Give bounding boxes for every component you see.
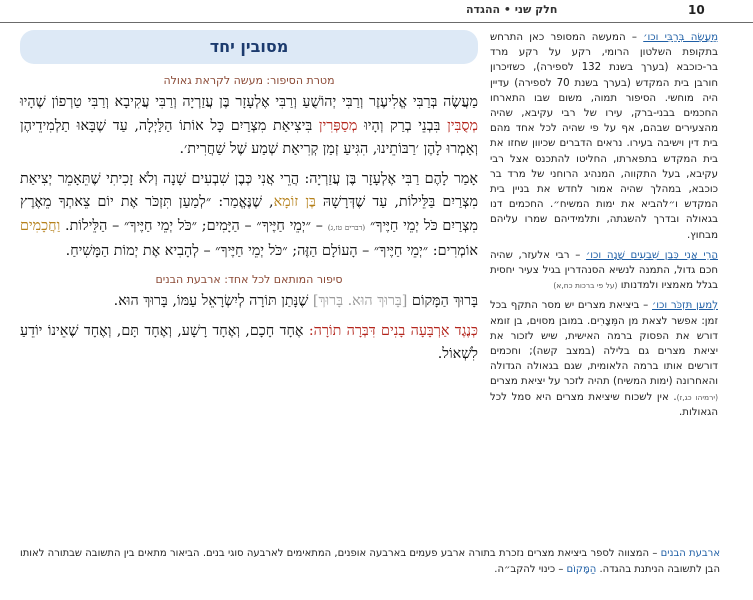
footer-text: – כינוי להקב״ה. [494, 564, 567, 575]
note-heading: הֲרֵי אֲנִי כְּבֶן שִׁבְעִים שָׁנָה וכו׳ [586, 249, 719, 261]
highlight-mesubin: מְסֻבִּין [447, 117, 478, 134]
commentary-note [490, 30, 718, 243]
text-span: אֶחָד חָכָם, וְאֶחָד רָשָׁע, וְאֶחָד תָּם, וְאֶחָד שֶׁאֵינוֹ יוֹדֵעַ לִשְׁאוֹל. [20, 322, 478, 363]
text-span: אָמַר לָהֶם רַבִּי אֶלְעָזָר בֶּן עֲזַרְיָה: הֲרֵי אֲנִי כְּבֶן שִׁבְעִים שָׁנָה וְלֹא זָכִיתִי שֶׁתֵּאָמֵר יְצִיאַת מִצְרַיִם בַּלֵּילוֹת, עַד שֶׁדְּרָשָׁהּ [20, 170, 479, 211]
text-span: – ״יְמֵי חַיֶּיךָ״ – הַיָּמִים; ״כֹּל יְמֵי חַיֶּיךָ״ – הַלֵּילוֹת. [60, 217, 328, 234]
note-text: . אין לשכוח שיציאת מצרים היא סמל לכל הגאולות. [490, 391, 718, 418]
paragraph-baruch-hamakom [20, 290, 478, 314]
note-citation: (על פי ברכות כח,א) [553, 281, 618, 291]
note-heading: לְמַעַן תִּזְכֹּר וכו׳ [652, 300, 718, 312]
text-span: בִּבְנֵי בְרַק וְהָיוּ [357, 117, 448, 134]
text-span: מַעֲשֶׂה בְּרַבִּי אֱלִיעֶזֶר וְרַבִּי יְהוֹשֻׁעַ וְרַבִּי אֶלְעָזָר בֶּן עֲזַרְיָה וְרַבִּי עֲקִיבָא וְרַבִּי טַרְפוֹן שֶׁהָיוּ [20, 94, 478, 110]
highlight-mesaprin: מְסַפְּרִין [318, 117, 358, 134]
paragraph-bnei-brak-story [20, 91, 478, 162]
commentary-sidebar [490, 30, 718, 425]
text-span: , שֶׁנֶּאֱמַר: ״לְמַעַן תִּזְכֹּר אֶת יוֹם צֵאתְךָ מֵאֶרֶץ מִצְרַיִם כֹּל יְמֵי חַיֶּיךָ״ [20, 194, 478, 234]
page-number: 10 [688, 3, 705, 17]
note-citation: (ירמיהו כג,ז) [676, 392, 718, 402]
highlight-chachamim: וַחֲכָמִים [20, 217, 61, 234]
note-text: – המעשה המסופר כאן התרחש בתקופת השלטון הרומי, רקע על רקע מרד בר-כוכבא (בערך בשנת 132 לספירה), כשזיכרון חורבן בית המקדש (בערך בשנת 70 לספירה) עדיין היה מוחשי. הסיפור תמוה, משום שבו התארחו החכמים בבני-ברק, עירו של רבי עקיבא, שהיה מהצעירים שבהם, אף על פי שהיה לכל אחד מהם בית דין וישיבה בעירו. נראים הדברים שכיוון שחזו את בית המקדש בתפארתו, החליטו להתכנס אצל רבי עקיבא, בעל התקווה, המנהיג הרוחני של מרד בר כוכבא, במהלך שהיה אמור לחדש את בניין בית המקדש ו״להביא את ימות המשיח״. החכמים דנו בגאולה ובדרך להשגתה, ותלמידיהם שמרו עליהם מבחוץ. [490, 32, 718, 241]
note-text: – רבי אלעזר, שהיה חכם גדול, התמנה לנשיא הסנהדרין בגיל צעיר יחסית בגלל מאמציו ולמדנותו [490, 249, 718, 292]
note-heading: מַעֲשֶׂה בְּרַבִּי וכו׳ [643, 32, 718, 43]
text-span: בָּרוּךְ הַמָּקוֹם [407, 293, 478, 310]
highlight-four-sons: כְּנֶגֶד אַרְבָּעָה בָנִים דִּבְּרָה תוֹרָה: [308, 322, 478, 339]
commentary-note [490, 248, 718, 294]
text-span: בִּיצִיאַת מִצְרַיִם כָּל אוֹתוֹ הַלַּיְלָה, עַד שֶׁבָּאוּ תַלְמִידֵיהֶן וְאָמְרוּ לָהֶן ׳רַבּוֹתֵינוּ, הִגִּיעַ זְמַן קְרִיאַת שְׁמַע שֶׁל שַׁחֲרִית׳. [20, 117, 478, 158]
section-subtitle-four-sons: סיפור המותאם לכל אחד: ארבעת הבנים [155, 273, 343, 287]
note-text: – ביציאת מצרים יש מסר התקף בכל זמן: אפשר לצאת מן המֵּצָרִים. במובן מסוים, בן זומא דורש את הפסוק ברמה האישית, שיש לזכור את יציאת מצרים גם בלילה (במצב קשה); וחכמים דורשים אותו ברמה הלאומית, שגם בגאולה הגדולה והאחרונה (ימות המשיח) תהיה לזכר על יציאת מצרים [490, 300, 718, 388]
paragraph-rabbi-elazar [20, 168, 478, 263]
running-head: חלק שני • ההגדה [466, 3, 558, 16]
bracketed-response: [בָּרוּךְ הוּא. בָּרוּךְ] [312, 293, 408, 310]
page-header [0, 0, 753, 23]
footer-commentary [20, 546, 720, 578]
footer-heading: ארבעת הבנים [660, 548, 720, 559]
highlight-ben-zoma: בֶּן זוֹמָא [273, 194, 316, 211]
footer-text: – המצווה לספר ביציאת מצרים נזכרת בתורה ארבע פעמים בארבעה אופנים, המתאימים לארבעה סוגי בנים. הביאור מתאים בין התשובה שבתורה לאותו הבן לתשובה הניתנת בהגדה. [20, 548, 720, 575]
section-title: מסובין יחד [20, 30, 478, 64]
commentary-note [490, 298, 718, 420]
text-span: שֶׁנָּתַן תּוֹרָה לְיִשְׂרָאֵל עַמּוֹ, בָּרוּךְ הוּא. [113, 293, 313, 310]
footer-term-hamakom: הַמָּקוֹם [566, 564, 597, 575]
verse-citation: (דברים טז,ג) [327, 222, 366, 232]
main-text-column [20, 30, 478, 373]
text-span: אוֹמְרִים: ״יְמֵי חַיֶּיךָ״ – הָעוֹלָם הַזֶּה; ״כֹּל יְמֵי חַיֶּיךָ״ – לְהָבִיא אֶת יְמוֹת הַמָּשִׁיחַ. [65, 242, 478, 259]
section-subtitle-purpose: מטרת הסיפור: מעשה לקראת גאולה [163, 74, 335, 87]
paragraph-four-sons [20, 320, 478, 367]
